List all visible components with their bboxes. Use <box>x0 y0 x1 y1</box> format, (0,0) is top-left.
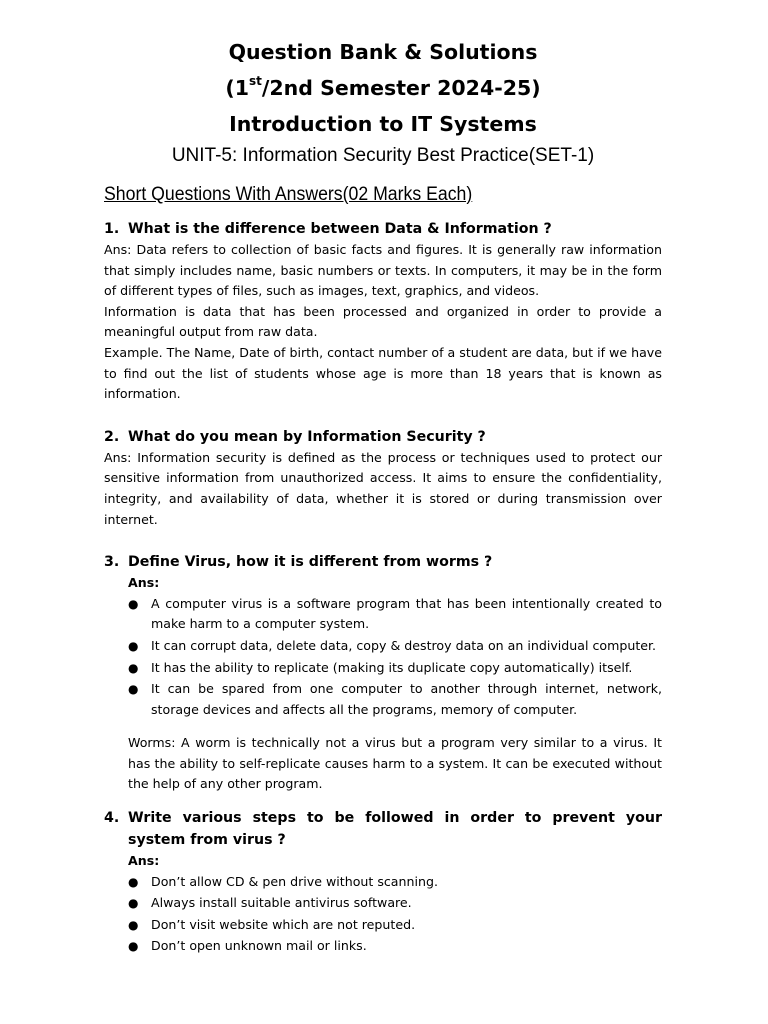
answer-4-label: Ans: <box>128 853 160 869</box>
bullet-icon: ● <box>128 638 139 653</box>
section-title: Short Questions With Answers(02 Marks Each) <box>104 184 473 205</box>
title-line-2-pre: (1 <box>225 76 250 100</box>
answer-4-bullet-list <box>104 872 662 957</box>
question-4-text: Write various steps to be followed in order to prevent your system from virus ? <box>128 810 662 849</box>
bullet-icon: ● <box>128 896 139 911</box>
list-item: ● Don’t visit website which are not reputed. <box>104 915 662 936</box>
answer-1-paragraph-2: Information is data that has been processed and organized in order to provide a meaningful output from raw data. <box>104 303 662 340</box>
list-item: ● Don’t open unknown mail or links. <box>104 936 662 957</box>
bullet-icon: ● <box>128 682 139 697</box>
bullet-icon: ● <box>128 939 139 954</box>
question-2-number: 2. <box>104 428 120 445</box>
list-item: ● A computer virus is a software program that has been intentionally created to make harm to a computer system. <box>128 594 662 635</box>
question-4 <box>104 807 662 851</box>
title-line-3: Introduction to IT Systems <box>229 112 537 136</box>
bullet-icon: ● <box>128 917 139 932</box>
answer-3-label: Ans: <box>128 575 160 591</box>
unit-title: UNIT-5: Information Security Best Practice(SET-1) <box>171 145 595 166</box>
question-1-number: 1. <box>104 221 120 237</box>
list-item: ● It can be spared from one computer to another through internet, network, storage devices and affects all the programs, memory of computer. <box>128 679 662 720</box>
answer-3-bullet-list <box>104 594 662 721</box>
list-item: ● It has the ability to replicate (making its duplicate copy automatically) itself. <box>128 658 662 679</box>
list-item: ● It can corrupt data, delete data, copy & destroy data on an individual computer. <box>128 636 662 657</box>
bullet-icon: ● <box>128 660 139 675</box>
list-item: ● Always install suitable antivirus software. <box>104 893 662 914</box>
question-2-text: What do you mean by Information Security ? <box>128 428 486 445</box>
title-line-2 <box>104 70 662 106</box>
title-line-1: Question Bank & Solutions <box>228 40 538 64</box>
question-3-number: 3. <box>104 554 120 571</box>
title-line-2-post: /2nd Semester 2024-25) <box>261 76 541 100</box>
answer-1-paragraph-3: Example. The Name, Date of birth, contact number of a student are data, but if we have to find out the list of students whose age is more than 18 years that is known as information. <box>104 344 662 402</box>
title-line-2-sup: st <box>249 74 262 89</box>
bullet-icon: ● <box>128 874 139 889</box>
question-4-number: 4. <box>104 810 120 827</box>
answer-3-worms: Worms: A worm is technically not a virus but a program very similar to a virus. It has the ability to self-replicate causes harm to a system. It can be executed without the help of any other program. <box>128 735 662 792</box>
question-3 <box>104 551 662 573</box>
answer-2: Ans: Information security is defined as the process or techniques used to protect our sensitive information from unauthorized access. It aims to ensure the confidentiality, integrity, and availability of data, whether it is stored or during transmission over internet. <box>104 449 662 527</box>
bullet-icon: ● <box>128 596 139 611</box>
answer-1-paragraph-1: Ans: Data refers to collection of basic facts and figures. It is generally raw information that simply includes name, basic numbers or texts. In computers, it may be in the form of different types of files, such as images, text, graphics, and videos. <box>104 242 662 299</box>
question-1 <box>104 218 662 240</box>
list-item: ● Don’t allow CD & pen drive without scanning. <box>104 872 662 893</box>
question-2 <box>104 426 662 448</box>
question-1-text: What is the difference between Data & Information ? <box>128 221 552 237</box>
question-3-text: Define Virus, how it is different from worms ? <box>128 554 493 571</box>
